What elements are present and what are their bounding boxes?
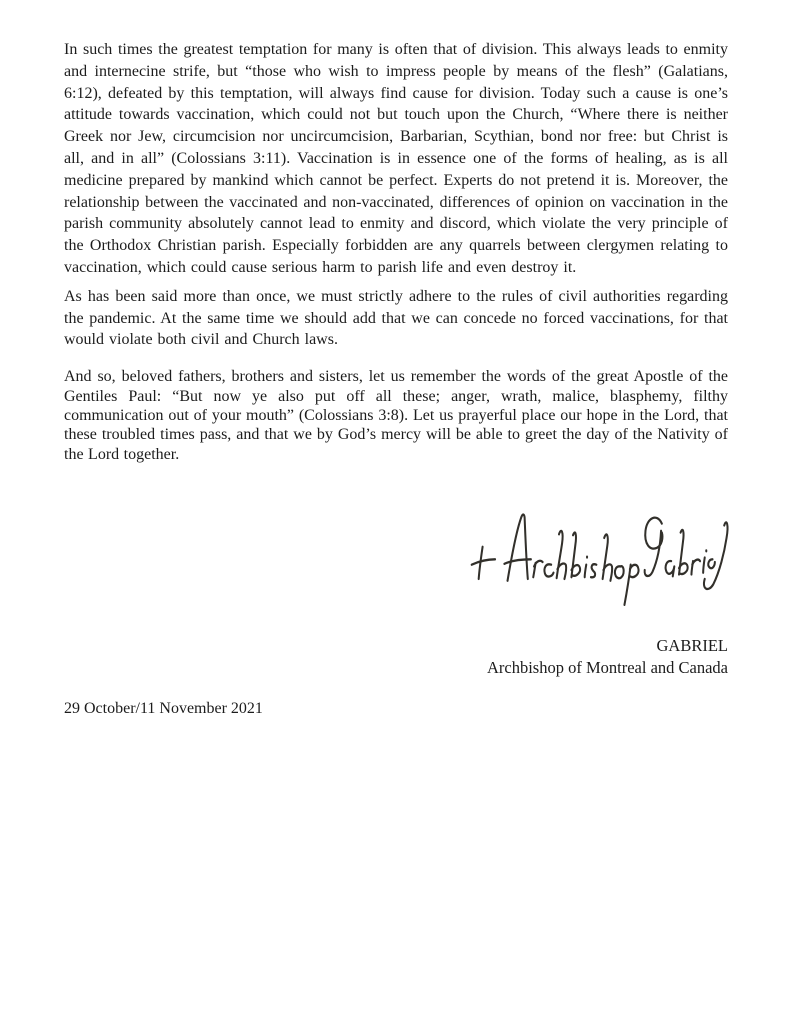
letter-paragraph-2: As has been said more than once, we must strictly adhere to the rules of civil authorities regarding the pandemic. At the same time we should add that we can concede no forced vaccinations, for that would violate both civil and Church laws.: [64, 287, 728, 349]
letter-paragraph-3: And so, beloved fathers, brothers and sisters, let us remember the words of the great Apostle of the Gentiles Paul: “But now ye also put off all these; anger, wrath, malice, blasphemy, filthy communication out of your mouth” (Colossians 3:8). Let us prayerful place our hope in the Lord, that these troubled times pass, and that we by God’s mercy will be able to greet the day of the Nativity of the Lord together.: [64, 368, 728, 463]
signature-area: [64, 504, 728, 620]
letter-date: 29 October/11 November 2021: [64, 700, 263, 718]
handwritten-signature-image: [467, 504, 732, 620]
signatory-name: GABRIEL: [656, 636, 728, 656]
signatory-title: Archbishop of Montreal and Canada: [486, 658, 728, 678]
signature-block: [64, 635, 728, 679]
letter-paragraph-1: In such times the greatest temptation for many is often that of division. This always leads to enmity and internecine strife, but “those who wish to impress people by means of the flesh” (Galatians, 6:12), defeated by this temptation, will always find cause for division. Today such a cause is one’s attitude towards vaccination, which could not but touch upon the Church, “Where there is neither Greek nor Jew, circumcision nor uncircumcision, Barbarian, Scythian, bond nor free: but Christ is all, and in all” (Colossians 3:11). Vaccination is in essence one of the forms of healing, as is all medicine prepared by mankind which cannot be perfect. Experts do not pretend it is. Moreover, the relationship between the vaccinated and non-vaccinated, differences of opinion on vaccination in the parish community absolutely cannot lead to enmity and discord, which violate the very principle of the Orthodox Christian parish. Especially forbidden are any quarrels between clergymen relating to vaccination, which could cause serious harm to parish life and even destroy it.: [64, 41, 728, 276]
